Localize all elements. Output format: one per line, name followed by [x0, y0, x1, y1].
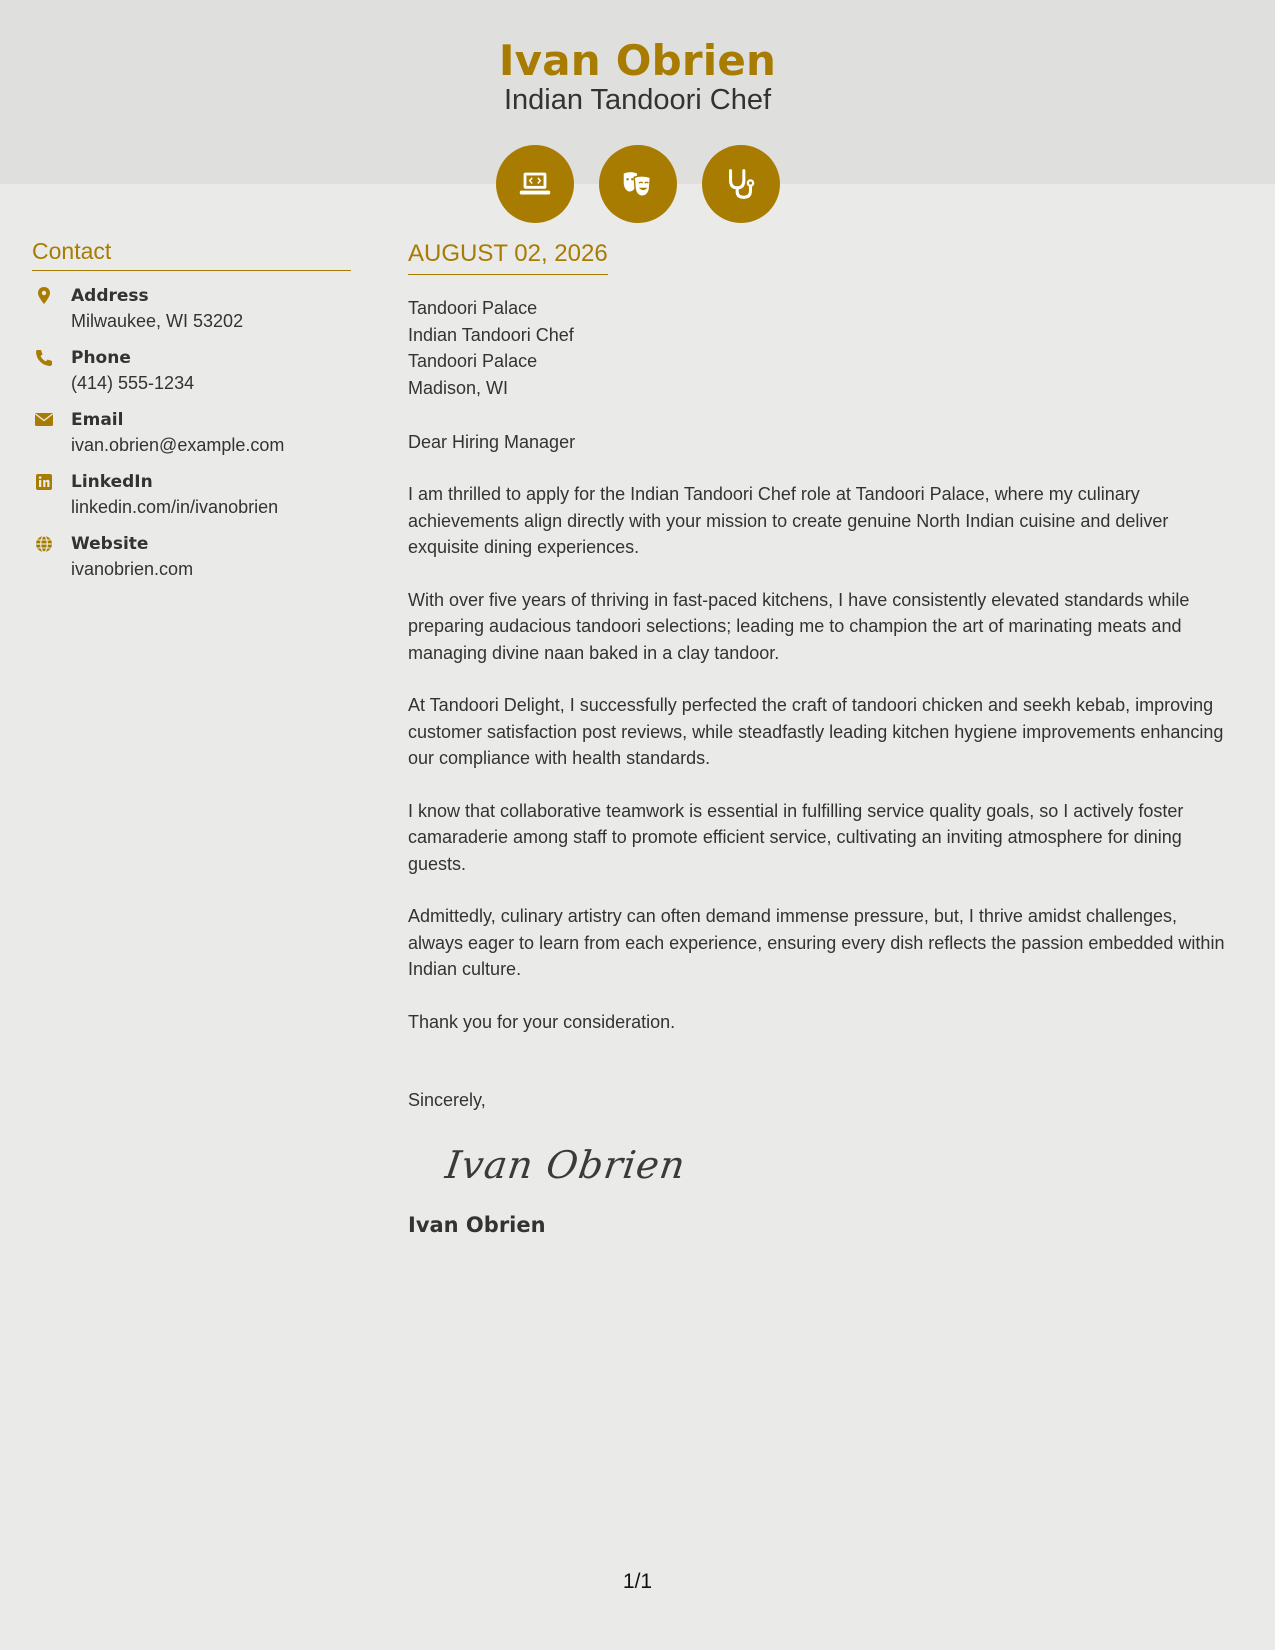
contact-address: [32, 284, 351, 333]
candidate-name: Ivan Obrien: [498, 36, 777, 85]
candidate-role: Indian Tandoori Chef: [503, 84, 772, 116]
body-paragraph: With over five years of thriving in fast-paced kitchens, I have consistently elevated standards while preparing audacious tandoori selections; leading me to champion the art of marinating meats and managing divine naan baked in a clay tandoor.: [408, 589, 1190, 663]
contact-sidebar: [32, 238, 351, 581]
address-label: Address: [71, 286, 149, 306]
page-number: 1/1: [622, 1570, 653, 1593]
body-paragraph: At Tandoori Delight, I successfully perfected the craft of tandoori chicken and seekh kebab, improving customer satisfaction post reviews, while steadfastly leading kitchen hygiene improvements enhancing our compliance with health standards.: [408, 695, 1224, 768]
contact-website: [32, 532, 351, 581]
map-marker-icon: [34, 286, 54, 306]
letter-date: AUGUST 02, 2026: [408, 240, 608, 275]
body-paragraph: I know that collaborative teamwork is essential in fulfilling service quality goals, so I actively foster camaraderie among staff to promote efficient service, cultivating an inviting atmosphere for dining guests.: [408, 800, 1184, 874]
recipient-line: Tandoori Palace: [408, 298, 538, 318]
email-label: Email: [71, 410, 124, 430]
contact-linkedin: [32, 470, 351, 519]
closing: Sincerely,: [408, 1090, 486, 1110]
address-value: Milwaukee, WI 53202: [71, 311, 244, 331]
phone-value: (414) 555-1234: [71, 373, 195, 393]
linkedin-label: LinkedIn: [71, 472, 153, 492]
salutation: Dear Hiring Manager: [408, 432, 576, 452]
website-value[interactable]: ivanobrien.com: [71, 559, 194, 579]
signer-name: Ivan Obrien: [408, 1213, 546, 1237]
contact-phone: [32, 346, 351, 395]
header-icon-row: [0, 145, 1275, 223]
recipient-line: Tandoori Palace: [408, 351, 538, 371]
contact-email: [32, 408, 351, 457]
body-paragraph: I am thrilled to apply for the Indian Tandoori Chef role at Tandoori Palace, where my culinary achievements align directly with your mission to create genuine North Indian cuisine and deliver exquisite dining experiences.: [408, 484, 1169, 557]
body-paragraph: Admittedly, culinary artistry can often demand immense pressure, but, I thrive amidst challenges, always eager to learn from each experience, ensuring every dish reflects the passion embedded within Indian culture.: [408, 906, 1225, 979]
linkedin-icon: [34, 472, 54, 492]
globe-icon: [34, 534, 54, 554]
phone-label: Phone: [71, 348, 131, 368]
letter-body: [408, 240, 1228, 1237]
envelope-icon: [34, 410, 54, 430]
stethoscope-icon: [702, 145, 780, 223]
recipient-line: Indian Tandoori Chef: [408, 324, 574, 345]
website-label: Website: [71, 534, 149, 554]
recipient-block: [408, 295, 1228, 401]
recipient-line: Madison, WI: [408, 377, 509, 398]
theater-masks-icon: [599, 145, 677, 223]
email-value: ivan.obrien@example.com: [71, 435, 285, 455]
linkedin-value[interactable]: linkedin.com/in/ivanobrien: [71, 497, 279, 517]
phone-icon: [34, 348, 54, 368]
handwritten-signature: Ivan Obrien: [442, 1143, 689, 1187]
contact-heading: Contact: [32, 238, 351, 271]
thank-you-line: Thank you for your consideration.: [408, 1011, 676, 1032]
laptop-code-icon: [496, 145, 574, 223]
